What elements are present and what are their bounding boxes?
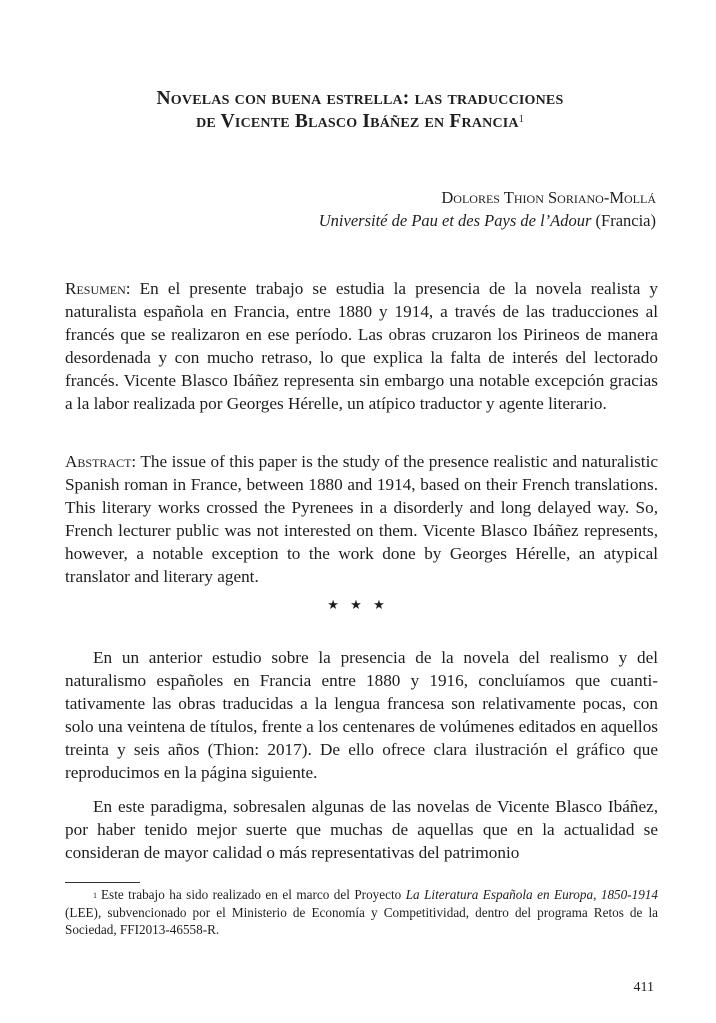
resumen-label: Resumen: [65,279,131,298]
footnote-divider [65,882,140,883]
footnote [65,886,658,939]
author-name: Dolores Thion Soriano-Mollá [441,188,656,207]
body-paragraph: En este paradigma, sobresalen algunas de las novelas de Vicente Blasco Ibáñez, por haber tenido mejor suerte que muchas de aquellas que en la actualidad se consideran de mayor calidad o más representativas del patrimonio [65,797,658,862]
title-footnote-marker[interactable]: 1 [518,114,524,125]
resumen-paragraph [65,277,658,415]
abstract-text: The issue of this paper is the study of the presence realistic and naturalistic Spanish roman in France, between 1880 and 1914, based on their French translations. This literary works crossed the Pyrenees in a disorderly and long delayed way. So, French lecturer public was not interested on them. Vicente Blasco Ibáñez represents, however, a notable exception to the work done by Georges Hérelle, an atypical translator and literary agent. [65,452,658,586]
author-affiliation [319,209,656,232]
footnote-text-after: (LEE), subvencionado por el Ministerio de Economía y Competitividad, dentro del programa Retos de la Sociedad, FFI2013-46558-R. [65,904,658,937]
page-number: 411 [633,980,654,995]
section-separator: ★ ★ ★ [327,597,389,612]
title-line-2 [60,110,660,133]
abstract-label: Abstract: [65,452,137,471]
footnote-marker: 1 [93,891,97,900]
affiliation-university: Université de Pau et des Pays de l’Adour [318,211,592,230]
resumen-text: En el presente trabajo se estudia la presencia de la novela realista y naturalista española en Francia, entre 1880 y 1914, a través de las traducciones al francés que se realizaron en ese período. Las obras cruzaron los Pirineos de manera desordenada y con mucho retraso, lo que explica la falta de interés del lectorado francés. Vicente Blasco Ibáñez representa sin embargo una notable excepción gracias a la labor realizada por Georges Hérelle, un atípico traductor y agente literario. [65,279,658,413]
footnote-text-before: Este trabajo ha sido realizado en el marco del Proyecto [101,887,406,902]
abstract-paragraph [65,450,658,588]
title-line-2-text: de Vicente Blasco Ibáñez en Francia [196,111,519,132]
author-block [319,186,656,232]
article-title [60,87,660,133]
title-line-1: Novelas con buena estrella: las traducciones [156,88,564,109]
footnote-project-title: La Literatura Española en Europa, 1850-1914 [405,887,658,902]
affiliation-country: (Francia) [595,211,656,230]
body-paragraph: En un anterior estudio sobre la presencia de la novela del realismo y del naturalismo españoles en Francia entre 1880 y 1916, concluíamos que cuantitativamente las obras traducidas a la lengua francesa son relativamente pocas, con solo una veintena de títulos, frente a los centenares de volúmenes editados en aquellos treinta y seis años (Thion: 2017). De ello ofrece clara ilustración el gráfico que reproducimos en la página siguiente. [65,648,658,782]
